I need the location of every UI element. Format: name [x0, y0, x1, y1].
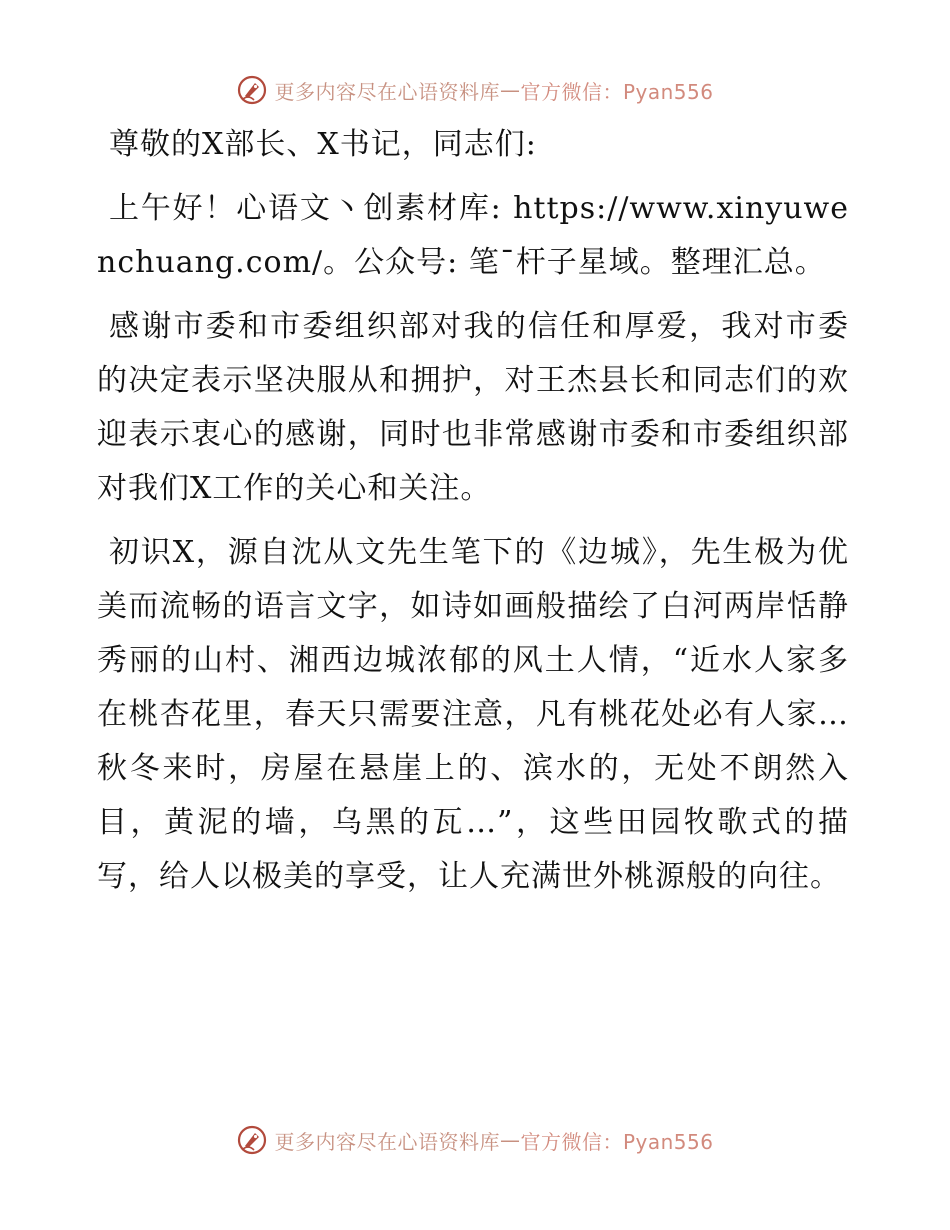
header-wechat-text: 官方微信：Pyan556: [520, 79, 714, 104]
footer-watermark: [0, 1120, 950, 1160]
footer-brand-text: 更多内容尽在心语资料库: [274, 1129, 500, 1154]
pen-nib-logo-icon: [236, 74, 268, 106]
greeting-paragraph: 尊敬的X部长、X书记，同志们:: [109, 127, 537, 162]
document-body: [97, 118, 849, 914]
header-brand-text: 更多内容尽在心语资料库: [274, 79, 500, 104]
pen-nib-logo-icon: [236, 1124, 268, 1156]
header-watermark: [0, 70, 950, 110]
footer-wechat-text: 官方微信：Pyan556: [520, 1129, 714, 1154]
header-separator: —: [499, 78, 521, 102]
thanks-paragraph: 感谢市委和市委组织部对我的信任和厚爱，我对市委的决定表示坚决服从和拥护，对王杰县长和同志们的欢迎表示衷心的感谢，同时也非常感谢市委和市委组织部对我们X工作的关心和关注。: [97, 309, 849, 506]
footer-separator: —: [499, 1128, 521, 1152]
bian-cheng-paragraph: 初识X，源自沈从文先生笔下的《边城》，先生极为优美而流畅的语言文字，如诗如画般描绘了白河两岸恬静秀丽的山村、湘西边城浓郁的风土人情，“近水人家多在桃杏花里，春天只需要注意，凡有桃花处必有人家…秋冬来时，房屋在悬崖上的、滨水的，无处不朗然入目，黄泥的墙，乌黑的瓦…”，这些田园牧歌式的描写，给人以极美的享受，让人充满世外桃源般的向往。: [97, 535, 849, 894]
intro-paragraph: 上午好！心语文丶创素材库: https://www.xinyuwenchuang.com/。公众号: 笔¯杆子星域。整理汇总。: [97, 191, 849, 280]
